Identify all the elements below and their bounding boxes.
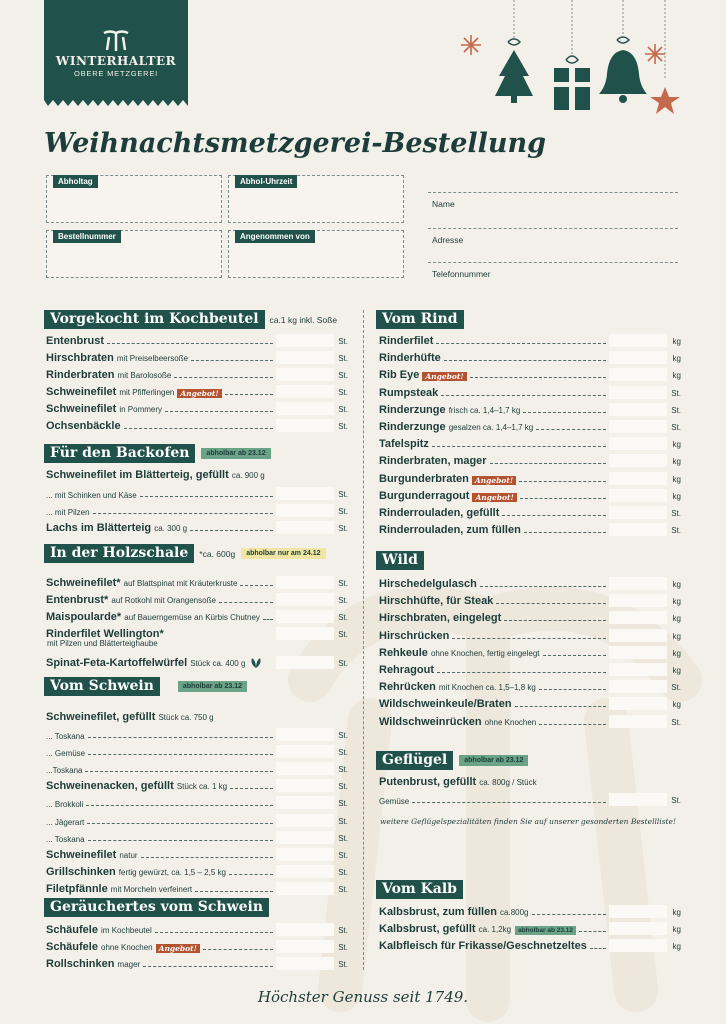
order-row: [379, 575, 681, 590]
order-row: [46, 955, 348, 970]
unit-label: St.: [338, 926, 348, 935]
section-title: Geräuchertes vom Schwein: [44, 898, 269, 917]
item-label: Burgunderbraten: [379, 472, 469, 485]
order-row: [46, 812, 348, 827]
item-label: Grillschinken fertig gewürzt, ca. 1,5 – 2,5 kg: [46, 866, 226, 878]
unit-label: kg: [672, 580, 681, 589]
unit-label: kg: [672, 942, 681, 951]
abholuhrzeit-field[interactable]: [228, 175, 404, 223]
order-row: [379, 592, 681, 607]
quantity-input[interactable]: [609, 646, 667, 659]
item-label: Lachs im Blätterteig ca. 300 g: [46, 522, 188, 534]
unit-label: kg: [672, 648, 681, 658]
quantity-input[interactable]: [276, 504, 334, 517]
order-row: [379, 470, 681, 485]
quantity-input[interactable]: [609, 472, 667, 485]
quantity-input[interactable]: [276, 385, 334, 398]
order-row: [46, 485, 348, 500]
item-label: Maispoularde* auf Bauerngemüse an Kürbis Chutney: [46, 611, 260, 623]
unit-label: St.: [671, 526, 681, 536]
adresse-label: Adresse: [432, 235, 464, 245]
quantity-input[interactable]: [609, 905, 667, 918]
quantity-input[interactable]: [609, 403, 667, 416]
unit-label: St.: [338, 579, 348, 588]
quantity-input[interactable]: [609, 577, 667, 590]
order-row: [46, 880, 348, 895]
order-row: [379, 521, 681, 536]
item-label: Hirschhüfte, für Steak: [379, 595, 494, 608]
quantity-input[interactable]: [609, 680, 667, 693]
item-label: ... Toskana: [46, 835, 85, 844]
quantity-input[interactable]: [609, 629, 667, 642]
quantity-input[interactable]: [609, 489, 667, 502]
item-label: Hirschedelgulasch: [379, 578, 477, 590]
unit-label: St.: [338, 868, 348, 877]
order-row: [46, 743, 348, 758]
footer-slogan: Höchster Genuss seit 1749.: [257, 988, 469, 1006]
item-label: Rehkeule ohne Knochen, fertig eingelegt: [379, 646, 540, 659]
unit-label: St.: [338, 507, 348, 516]
item-label: Rinderbraten mit Barolosoße: [46, 369, 172, 381]
unit-label: St.: [338, 782, 348, 791]
item-heading: Schweinefilet im Blätterteig, gefüllt ca. 900 g: [46, 469, 265, 481]
unit-label: St.: [671, 683, 681, 693]
unit-label: St.: [338, 405, 348, 414]
order-row: [46, 863, 348, 878]
quantity-input[interactable]: [276, 402, 334, 415]
christmas-ornaments: [455, 0, 695, 120]
item-label: Schweinefilet mit Pfifferlingen: [46, 386, 175, 398]
order-row: [379, 627, 681, 642]
quantity-input[interactable]: [276, 882, 334, 895]
item-label: Rinderzunge gesalzen ca. 1,4–1,7 kg: [379, 421, 534, 433]
item-label: Entenbrust* auf Rotkohl mit Orangensoße: [46, 594, 216, 606]
page-title: Weihnachtsmetzgerei-Bestellung: [44, 128, 547, 159]
order-row: [379, 937, 681, 952]
item-label: Schweinefilet* auf Blattspinat mit Kräuterkruste: [46, 577, 238, 589]
item-label: Rib Eye: [379, 369, 420, 382]
unit-label: St.: [338, 524, 348, 533]
bell-icon: [599, 50, 647, 94]
unit-label: St.: [338, 354, 348, 363]
telefon-field[interactable]: [428, 262, 678, 279]
item-label: Rinderrouladen, gefüllt: [379, 507, 500, 519]
unit-label: St.: [338, 422, 348, 431]
quantity-input[interactable]: [276, 487, 334, 500]
snowflake-icon: [461, 35, 481, 55]
order-row: [46, 726, 348, 741]
order-row: [46, 654, 348, 669]
order-row: [379, 695, 681, 710]
order-row: [46, 760, 348, 775]
bestellnummer-label: Bestellnummer: [53, 230, 121, 243]
order-row: [379, 418, 681, 433]
item-label: Kalbfleisch für Frikasse/Geschnetzeltes: [379, 940, 587, 952]
section-wild-header: [376, 551, 424, 570]
order-row: [379, 661, 681, 676]
bestellnummer-field[interactable]: [46, 230, 222, 278]
item-label: Hirschrücken: [379, 629, 450, 642]
angenommen-field[interactable]: [228, 230, 404, 278]
item-label: ... Toskana: [46, 732, 85, 741]
unit-label: St.: [338, 885, 348, 894]
quantity-input[interactable]: [276, 848, 334, 861]
quantity-input[interactable]: [276, 940, 334, 953]
name-field[interactable]: [428, 192, 678, 209]
order-row: [46, 829, 348, 844]
order-row: [46, 794, 348, 809]
unit-label: St.: [338, 731, 348, 740]
unit-label: St.: [338, 748, 348, 757]
angebot-badge: Angebot!: [472, 476, 516, 485]
gefluegel-note: weitere Geflügelspezialitäten finden Sie auf unserer gesonderten Bestellliste!: [380, 817, 677, 826]
item-label: Rinderrouladen, zum füllen: [379, 524, 521, 537]
pickup-tag: abholbar ab 23.12: [459, 755, 528, 766]
quantity-input[interactable]: [276, 656, 334, 669]
quantity-input[interactable]: [276, 419, 334, 432]
unit-label: St.: [671, 423, 681, 432]
quantity-input[interactable]: [609, 334, 667, 347]
item-label: Schweinenacken, gefüllt Stück ca. 1 kg: [46, 780, 228, 792]
quantity-input[interactable]: [609, 697, 667, 710]
item-heading: Putenbrust, gefüllt ca. 800g / Stück: [379, 776, 537, 788]
item-label: Wildschweinkeule/Braten: [379, 698, 512, 711]
order-row: [46, 777, 348, 792]
section-title: Vorgekocht im Kochbeutel: [44, 310, 265, 329]
brand-name: WINTERHALTER: [55, 54, 177, 68]
unit-label: kg: [672, 700, 681, 710]
snowflake-icon: [645, 44, 665, 64]
item-label: Kalbsbrust, gefüllt ca. 1,2kg: [379, 923, 512, 935]
unit-label: kg: [672, 925, 681, 934]
unit-label: kg: [672, 457, 681, 467]
abholuhrzeit-label: Abhol-Uhrzeit: [235, 175, 297, 188]
item-label: Gemüse: [379, 797, 410, 806]
section-schwein-header: [44, 677, 247, 696]
quantity-input[interactable]: [276, 957, 334, 970]
section-gefluegel-header: [376, 751, 528, 770]
unit-label: St.: [338, 659, 348, 668]
section-note: ca.1 kg inkl. Soße: [269, 314, 338, 325]
quantity-input[interactable]: [609, 506, 667, 519]
item-label: Tafelspitz: [379, 438, 429, 451]
item-label: Kalbsbrust, zum füllen ca.800g: [379, 906, 529, 918]
quantity-input[interactable]: [609, 368, 667, 381]
quantity-input[interactable]: [609, 715, 667, 728]
section-title: Vom Kalb: [376, 880, 463, 899]
vegan-leaf-icon: [249, 657, 263, 669]
unit-label: St.: [338, 388, 348, 397]
item-label: Ochsenbäckle: [46, 420, 121, 432]
item-label: Entenbrust: [46, 335, 105, 347]
quantity-input[interactable]: [276, 762, 334, 775]
order-row: [379, 644, 681, 659]
order-row: [46, 502, 348, 517]
unit-label: St.: [338, 490, 348, 499]
unit-label: kg: [672, 354, 681, 364]
order-row: [379, 609, 681, 624]
unit-label: kg: [672, 597, 681, 607]
unit-label: St.: [338, 613, 348, 622]
item-label: Rehragout: [379, 664, 434, 676]
order-row: [46, 366, 348, 381]
name-label: Name: [432, 199, 455, 209]
item-label: ... mit Pilzen: [46, 508, 90, 517]
item-label: Rinderbraten, mager: [379, 455, 487, 468]
abholtag-field[interactable]: [46, 175, 222, 223]
order-row: [46, 417, 348, 432]
item-label: Rehrücken mit Knochen ca. 1,5–1,8 kg: [379, 681, 536, 694]
angebot-badge: Angebot!: [422, 372, 466, 381]
quantity-input[interactable]: [276, 728, 334, 741]
item-label: ... Jägerart: [46, 818, 85, 827]
quantity-input[interactable]: [276, 831, 334, 844]
badge-zigzag-edge: [44, 100, 188, 106]
item-label: Spinat-Feta-Kartoffelwürfel Stück ca. 400 g: [46, 657, 246, 669]
order-row: [46, 574, 348, 589]
item-label: Rollschinken mager: [46, 958, 141, 970]
pickup-tag: abholbar nur am 24.12: [241, 548, 325, 559]
quantity-input[interactable]: [276, 351, 334, 364]
unit-label: St.: [338, 765, 348, 774]
brand-subtitle: OBERE METZGEREI: [73, 69, 159, 78]
order-row: [46, 332, 348, 347]
unit-label: kg: [672, 337, 681, 346]
quantity-input[interactable]: [609, 351, 667, 364]
item-label: ... Gemüse: [46, 749, 86, 758]
order-row: [379, 713, 681, 728]
item-label: Rinderzunge frisch ca. 1,4–1,7 kg: [379, 403, 521, 416]
quantity-input[interactable]: [609, 939, 667, 952]
item-label: Rinderhüfte: [379, 352, 441, 365]
column-divider: [363, 310, 364, 970]
quantity-input[interactable]: [276, 814, 334, 827]
quantity-input[interactable]: [609, 611, 667, 624]
order-row: [379, 384, 681, 399]
item-label: Hirschbraten, eingelegt: [379, 612, 502, 625]
order-row: [46, 921, 348, 936]
quantity-input[interactable]: [276, 576, 334, 589]
unit-label: St.: [338, 630, 348, 639]
order-row: [379, 332, 681, 347]
section-kochbeutel-header: [44, 310, 337, 329]
unit-label: St.: [338, 596, 348, 605]
unit-label: St.: [671, 509, 681, 518]
section-title: Für den Backofen: [44, 444, 195, 463]
quantity-input[interactable]: [609, 454, 667, 467]
unit-label: kg: [672, 631, 681, 641]
quantity-input[interactable]: [609, 523, 667, 536]
unit-label: kg: [672, 908, 681, 917]
item-label: ... mit Schinken und Käse: [46, 491, 137, 500]
section-rind-header: [376, 310, 464, 329]
item-label: Schäufele ohne Knochen: [46, 941, 153, 953]
section-title: Wild: [376, 551, 424, 570]
order-row: [379, 903, 681, 918]
unit-label: St.: [338, 960, 348, 969]
unit-label: St.: [671, 405, 681, 415]
order-row: [379, 920, 681, 935]
item-label: Hirschbraten mit Preiselbeersoße: [46, 352, 189, 364]
unit-label: kg: [672, 491, 681, 501]
section-note: *ca. 600g: [199, 548, 236, 559]
section-title: Vom Rind: [376, 310, 464, 329]
unit-label: St.: [671, 796, 681, 805]
quantity-input[interactable]: [276, 865, 334, 878]
quantity-input[interactable]: [276, 779, 334, 792]
unit-label: kg: [672, 474, 681, 484]
angebot-badge: Angebot!: [177, 389, 221, 398]
quantity-input[interactable]: [276, 745, 334, 758]
item-heading: Schweinefilet, gefüllt Stück ca. 750 g: [46, 711, 214, 723]
order-row: [379, 366, 681, 381]
unit-label: St.: [338, 834, 348, 843]
angebot-badge: Angebot!: [156, 944, 200, 953]
item-label: Schäufele im Kochbeutel: [46, 924, 152, 936]
order-row: [379, 487, 681, 502]
quantity-input[interactable]: [276, 796, 334, 809]
tree-icon: [495, 50, 533, 96]
item-label: Wildschweinrücken ohne Knochen: [379, 715, 537, 728]
quantity-input[interactable]: [276, 368, 334, 381]
quantity-input[interactable]: [609, 420, 667, 433]
angebot-badge: Angebot!: [472, 493, 516, 502]
winterhalter-logo-icon: [102, 30, 130, 52]
item-label: Schweinefilet natur: [46, 849, 138, 861]
quantity-input[interactable]: [609, 793, 667, 806]
quantity-input[interactable]: [276, 923, 334, 936]
order-row: [379, 435, 681, 450]
order-row: [379, 678, 681, 693]
unit-label: St.: [338, 371, 348, 380]
item-label: Rinderfilet Wellington*: [46, 628, 164, 640]
order-row: [46, 349, 348, 364]
unit-label: kg: [672, 666, 681, 675]
pickup-tag: abholbar ab 23.12: [201, 448, 270, 459]
adresse-field[interactable]: [428, 228, 678, 245]
unit-label: St.: [671, 388, 681, 398]
section-geraeuchert-header: [44, 898, 269, 917]
order-row: [46, 846, 348, 861]
item-label: Rinderfilet: [379, 335, 434, 347]
item-label: Burgunderragout: [379, 489, 470, 502]
unit-label: St.: [338, 817, 348, 826]
order-row: [379, 791, 681, 806]
order-row: [46, 625, 348, 640]
unit-label: kg: [672, 371, 681, 381]
section-title: Geflügel: [376, 751, 453, 770]
item-label: ...Toskana: [46, 766, 83, 775]
order-row: [46, 591, 348, 606]
star-icon: [650, 87, 680, 114]
item-label: Schweinefilet in Pommery: [46, 403, 163, 415]
unit-label: kg: [672, 614, 681, 624]
order-row: [379, 504, 681, 519]
unit-label: St.: [338, 851, 348, 860]
quantity-input[interactable]: [609, 386, 667, 399]
section-title: Vom Schwein: [44, 677, 160, 696]
telefon-label: Telefonnummer: [432, 269, 491, 279]
section-kalb-header: [376, 880, 463, 899]
quantity-input[interactable]: [609, 594, 667, 607]
quantity-input[interactable]: [609, 437, 667, 450]
pickup-tag: abholbar ab 23.12: [515, 926, 576, 935]
item-label: Filetpfännle mit Morcheln verfeinert: [46, 883, 193, 895]
quantity-input[interactable]: [609, 922, 667, 935]
quantity-input[interactable]: [276, 593, 334, 606]
quantity-input[interactable]: [276, 334, 334, 347]
order-row: [379, 349, 681, 364]
angenommen-label: Angenommen von: [235, 230, 315, 243]
item-detail: mit Pilzen und Blätterteighaube: [47, 639, 158, 648]
unit-label: St.: [338, 799, 348, 808]
unit-label: St.: [671, 717, 681, 727]
section-title: In der Holzschale: [44, 544, 194, 563]
unit-label: kg: [672, 440, 681, 450]
order-row: [46, 400, 348, 415]
brand-badge: [44, 0, 188, 100]
unit-label: St.: [338, 337, 348, 346]
abholtag-label: Abholtag: [53, 175, 98, 188]
quantity-input[interactable]: [276, 627, 334, 640]
section-holzschale-header: [44, 544, 326, 563]
order-row: [46, 519, 348, 534]
item-label: Rumpsteak: [379, 386, 439, 399]
pickup-tag: abholbar ab 23.12: [178, 681, 247, 692]
order-row: [379, 452, 681, 467]
order-row: [379, 401, 681, 416]
quantity-input[interactable]: [609, 663, 667, 676]
quantity-input[interactable]: [276, 521, 334, 534]
item-label: ... Brokkoli: [46, 800, 84, 809]
order-row: [46, 383, 348, 398]
unit-label: St.: [338, 943, 348, 952]
quantity-input[interactable]: [276, 610, 334, 623]
order-row: [46, 938, 348, 953]
order-row: [46, 608, 348, 623]
section-backofen-header: [44, 444, 271, 463]
